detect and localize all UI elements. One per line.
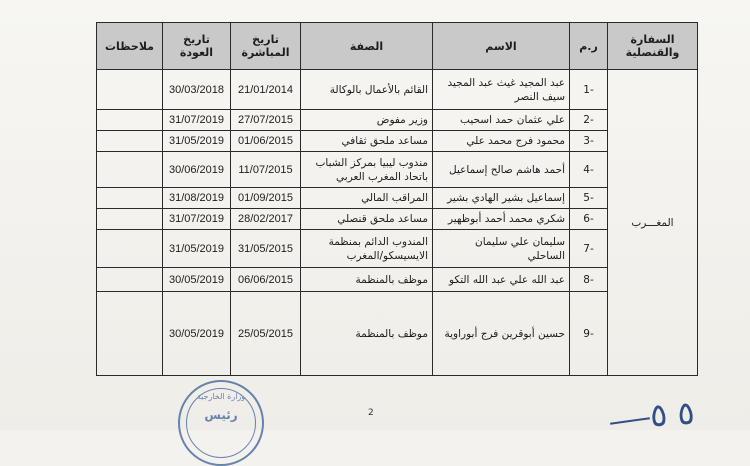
table-row — [97, 70, 698, 110]
row-number: -6 — [570, 209, 608, 230]
start-date: 01/09/2015 — [231, 188, 301, 209]
row-number: -8 — [570, 268, 608, 292]
return-date: 31/07/2019 — [163, 110, 231, 131]
start-date: 31/05/2015 — [231, 230, 301, 268]
staff-name: عبد المجيد غيث عبد المجيد سيف النصر — [433, 70, 570, 110]
staff-name: محمود فرج محمد علي — [433, 131, 570, 152]
return-date: 31/07/2019 — [163, 209, 231, 230]
row-number: -2 — [570, 110, 608, 131]
table-row — [97, 131, 698, 152]
notes-cell — [97, 230, 163, 268]
handwritten-mark: ٥ ٥ — [648, 393, 696, 435]
header-start-date: تاريخ المباشرة — [231, 23, 301, 70]
notes-cell — [97, 110, 163, 131]
start-date: 06/06/2015 — [231, 268, 301, 292]
header-title: الصفة — [301, 23, 433, 70]
table-row — [97, 292, 698, 376]
staff-title: القائم بالأعمال بالوكالة — [301, 70, 433, 110]
staff-title: مساعد ملحق ثقافي — [301, 131, 433, 152]
header-name: الاسم — [433, 23, 570, 70]
signature-stroke — [610, 417, 650, 425]
staff-title: المراقب المالي — [301, 188, 433, 209]
table-row — [97, 110, 698, 131]
table-row — [97, 268, 698, 292]
start-date: 21/01/2014 — [231, 70, 301, 110]
staff-name: أحمد هاشم صالح إسماعيل — [433, 152, 570, 188]
row-number: -1 — [570, 70, 608, 110]
staff-title: موظف بالمنظمة — [301, 292, 433, 376]
table-row — [97, 188, 698, 209]
staff-name: عبد الله علي عبد الله التكو — [433, 268, 570, 292]
staff-title: وزير مفوض — [301, 110, 433, 131]
start-date: 25/05/2015 — [231, 292, 301, 376]
staff-title: المندوب الدائم بمنظمة الايسيسكو/المغرب — [301, 230, 433, 268]
stamp-center-text: رئيس — [204, 408, 238, 422]
country-cell: المغـــرب — [608, 70, 698, 376]
staff-title: مساعد ملحق قنصلي — [301, 209, 433, 230]
return-date: 30/03/2018 — [163, 70, 231, 110]
return-date: 30/05/2019 — [163, 268, 231, 292]
staff-title: موظف بالمنظمة — [301, 268, 433, 292]
header-notes: ملاحظات — [97, 23, 163, 70]
row-number: -7 — [570, 230, 608, 268]
notes-cell — [97, 131, 163, 152]
row-number: -5 — [570, 188, 608, 209]
return-date: 31/05/2019 — [163, 230, 231, 268]
staff-name: سليمان علي سليمان الساحلي — [433, 230, 570, 268]
row-number: -4 — [570, 152, 608, 188]
notes-cell — [97, 152, 163, 188]
header-row — [97, 23, 698, 70]
return-date: 31/05/2019 — [163, 131, 231, 152]
staff-name: إسماعيل بشير الهادي بشير — [433, 188, 570, 209]
notes-cell — [97, 268, 163, 292]
staff-title: مندوب ليبيا بمركز الشباب باتحاد المغرب العربي — [301, 152, 433, 188]
notes-cell — [97, 188, 163, 209]
stamp-arc-text: وزارة الخارجية — [196, 392, 246, 401]
page-number: 2 — [368, 408, 374, 418]
return-date: 30/05/2019 — [163, 292, 231, 376]
staff-name: حسين أبوقرين فرج أبوراوية — [433, 292, 570, 376]
notes-cell — [97, 292, 163, 376]
start-date: 11/07/2015 — [231, 152, 301, 188]
table-row — [97, 230, 698, 268]
table-row — [97, 209, 698, 230]
return-date: 30/06/2019 — [163, 152, 231, 188]
table-row — [97, 152, 698, 188]
start-date: 27/07/2015 — [231, 110, 301, 131]
start-date: 01/06/2015 — [231, 131, 301, 152]
official-stamp — [178, 380, 264, 466]
row-number: -9 — [570, 292, 608, 376]
staff-name: شكري محمد أحمد أبوظهير — [433, 209, 570, 230]
notes-cell — [97, 209, 163, 230]
staff-roster-table — [96, 22, 698, 376]
staff-name: علي عثمان حمد اسحيب — [433, 110, 570, 131]
header-embassy: السفارة والقنصلية — [608, 23, 698, 70]
row-number: -3 — [570, 131, 608, 152]
header-serial: ر.م — [570, 23, 608, 70]
header-return-date: تاريخ العودة — [163, 23, 231, 70]
return-date: 31/08/2019 — [163, 188, 231, 209]
notes-cell — [97, 70, 163, 110]
start-date: 28/02/2017 — [231, 209, 301, 230]
